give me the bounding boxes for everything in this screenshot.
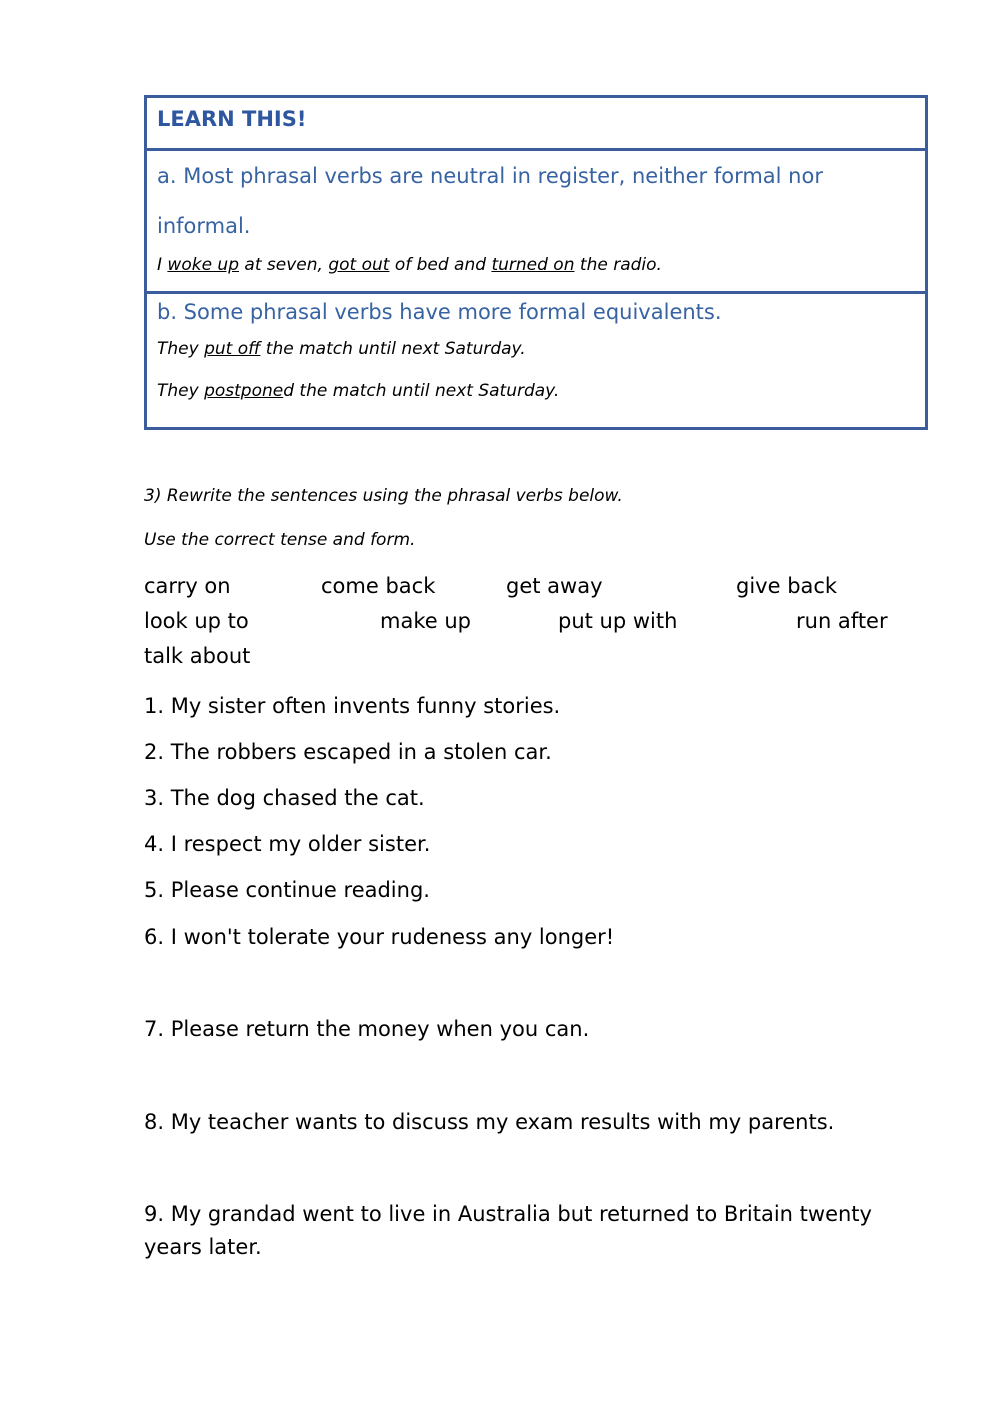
- verb-item: put up with: [558, 609, 678, 633]
- exercise-instruction-2: Use the correct tense and form.: [144, 530, 416, 550]
- formal-verb: postpone: [204, 381, 284, 401]
- question-item: 9. My grandad went to live in Australia but returned to Britain twenty years later.: [144, 1202, 872, 1259]
- learn-this-box: [144, 95, 928, 430]
- rule-a-example: I woke up at seven, got out of bed and turned on the radio.: [157, 255, 662, 275]
- learn-this-title: LEARN THIS!: [157, 107, 307, 131]
- verb-item: look up to: [144, 609, 249, 633]
- verb-item: get away: [506, 574, 603, 598]
- verb-item: run after: [796, 609, 888, 633]
- verb-item: make up: [380, 609, 471, 633]
- question-item: 1. My sister often invents funny stories.: [144, 694, 561, 718]
- question-item: 6. I won't tolerate your rudeness any longer!: [144, 925, 615, 949]
- rule-b-example-2: They postponed the match until next Saturday.: [157, 381, 560, 401]
- rule-b-section: [147, 294, 925, 427]
- question-item: 5. Please continue reading.: [144, 878, 430, 902]
- phrasal-verb: got out: [328, 255, 390, 275]
- verb-item: carry on: [144, 574, 231, 598]
- verb-item: come back: [321, 574, 436, 598]
- question-item: 4. I respect my older sister.: [144, 832, 431, 856]
- question-item: 8. My teacher wants to discuss my exam results with my parents.: [144, 1110, 835, 1134]
- verb-item: talk about: [144, 644, 251, 668]
- question-item: 3. The dog chased the cat.: [144, 786, 425, 810]
- rule-a-section: [147, 151, 925, 294]
- phrasal-verb: put off: [204, 339, 261, 359]
- phrasal-verb: turned on: [491, 255, 575, 275]
- learn-this-header: [147, 98, 925, 151]
- question-item: 2. The robbers escaped in a stolen car.: [144, 740, 552, 764]
- phrasal-verb: woke up: [167, 255, 239, 275]
- exercise-instruction-1: 3) Rewrite the sentences using the phrasal verbs below.: [144, 486, 623, 506]
- rule-a-text: a. Most phrasal verbs are neutral in register, neither formal nor informal.: [157, 164, 823, 238]
- question-item: 7. Please return the money when you can.: [144, 1017, 590, 1041]
- verb-item: give back: [736, 574, 838, 598]
- rule-b-text: b. Some phrasal verbs have more formal equivalents.: [157, 300, 722, 324]
- rule-b-example-1: They put off the match until next Saturday.: [157, 339, 526, 359]
